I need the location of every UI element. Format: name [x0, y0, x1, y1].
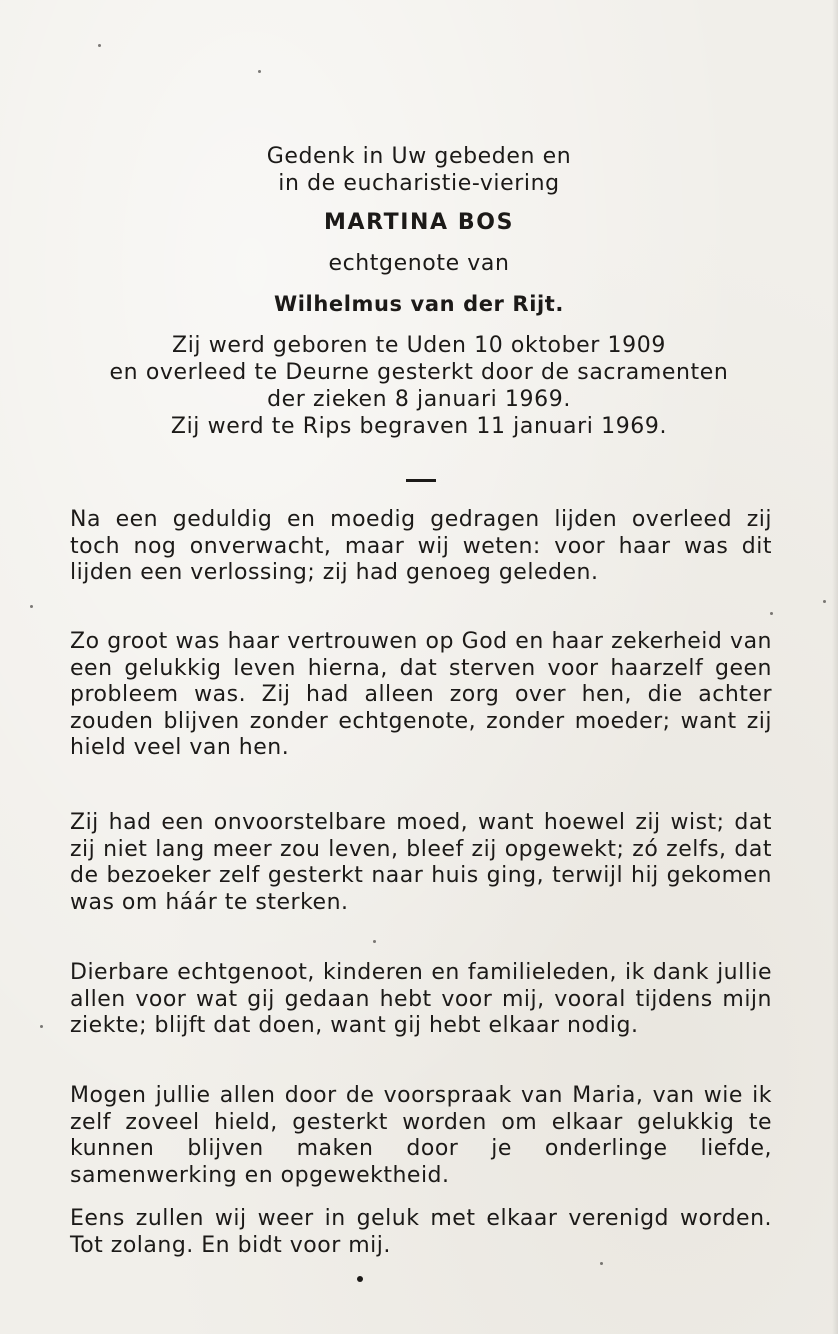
- paragraph-1: Na een geduldig en moedig gedragen lijden overleed zij toch nog onverwacht, maar wij weten: voor haar was dit lijden een verlossing; zij had genoeg geleden.: [70, 507, 772, 585]
- print-speck: [30, 605, 33, 608]
- paragraph-6: Eens zullen wij weer in geluk met elkaar verenigd worden. Tot zolang. En bidt voor mij.: [70, 1206, 772, 1258]
- print-speck: [823, 600, 826, 603]
- header-line-2: in de eucharistie-viering: [278, 171, 560, 196]
- spouse-name: Wilhelmus van der Rijt.: [273, 292, 565, 316]
- print-speck: [770, 612, 773, 615]
- birth-line-1: Zij werd geboren te Uden 10 oktober 1909: [172, 333, 666, 358]
- paragraph-4: Dierbare echtgenoot, kinderen en familieleden, ik dank jullie allen voor wat gij gedaan hebt voor mij, vooral tijdens mijn ziekte; blijft dat doen, want gij hebt elkaar nodig.: [70, 960, 772, 1038]
- burial-line: Zij werd te Rips begraven 11 januari 1969.: [170, 414, 668, 439]
- card-header: [0, 143, 838, 440]
- paragraph-3: Zij had een onvoorstelbare moed, want hoewel zij wist; dat zij niet lang meer zou leven, bleef zij opgewekt; zó zelfs, dat de bezoeker zelf gesterkt naar huis ging, terwijl hij gekomen was om háár te sterken.: [70, 810, 772, 915]
- header-line-1: Gedenk in Uw gebeden en: [266, 144, 572, 169]
- deceased-name: MARTINA BOS: [323, 210, 515, 235]
- print-speck: [373, 940, 376, 943]
- closing-dot: [357, 1276, 363, 1282]
- print-speck: [98, 44, 101, 47]
- paragraph-2: Zo groot was haar vertrouwen op God en haar zekerheid van een gelukkig leven hierna, dat sterven voor haarzelf geen probleem was. Zij had alleen zorg over hen, die achter zouden blijven zonder echtgenote, zonder moeder; want zij hield veel van hen.: [70, 629, 772, 760]
- life-dates: [0, 332, 838, 440]
- birth-line-2: en overleed te Deurne gesterkt door de sacramenten: [109, 360, 729, 385]
- print-speck: [258, 70, 261, 73]
- separator-dash: [406, 479, 436, 482]
- birth-line-3: der zieken 8 januari 1969.: [267, 387, 571, 412]
- spouse-intro: echtgenote van: [328, 251, 510, 276]
- paragraph-5: Mogen jullie allen door de voorspraak van Maria, van wie ik zelf zoveel hield, gesterkt worden om elkaar gelukkig te kunnen blijven maken door je onderlinge liefde, samenwerking en opgewektheid.: [70, 1083, 772, 1188]
- print-speck: [40, 1025, 43, 1028]
- print-speck: [600, 1262, 603, 1265]
